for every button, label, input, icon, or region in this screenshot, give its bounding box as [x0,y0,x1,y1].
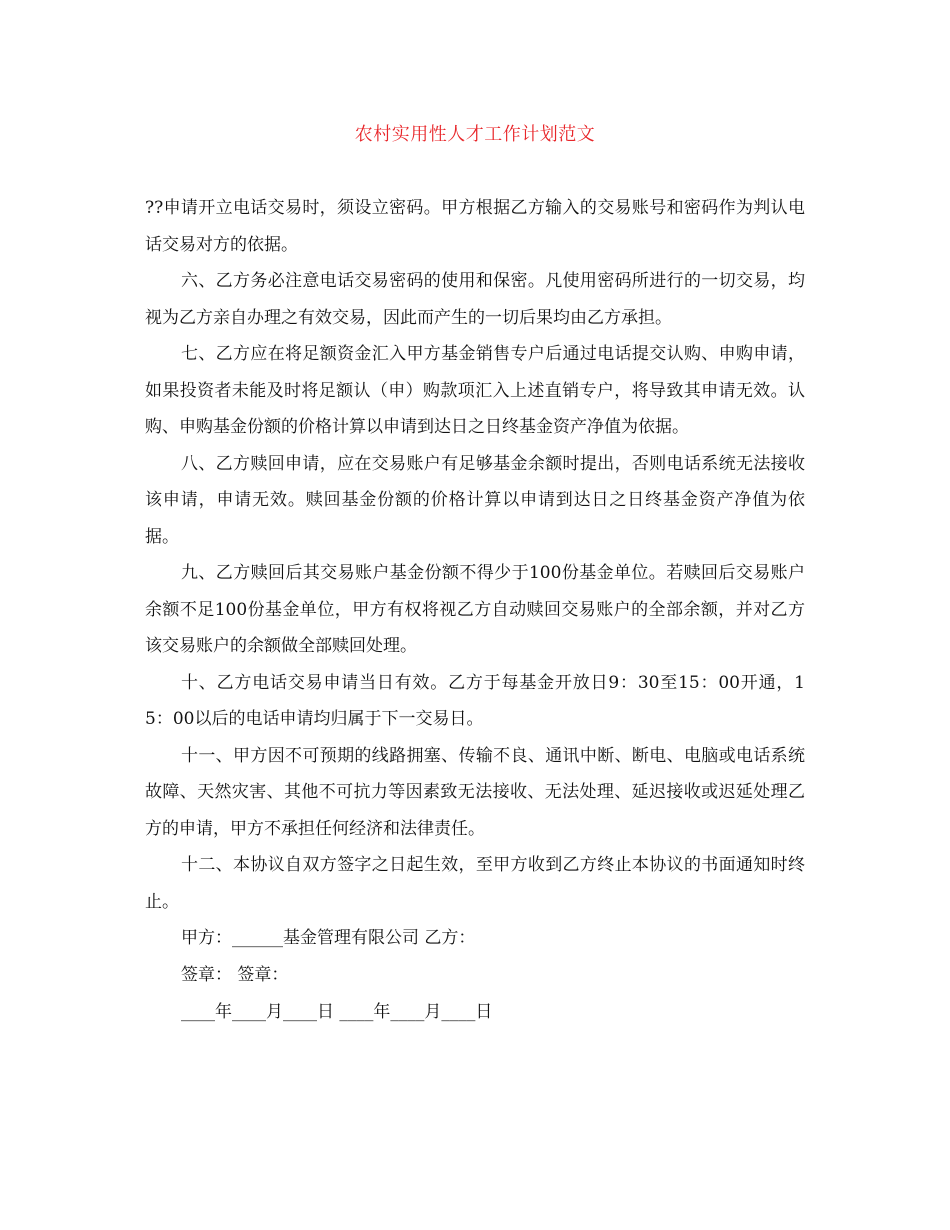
paragraph-clause-8: 八、乙方赎回申请，应在交易账户有足够基金余额时提出，否则电话系统无法接收该申请，申请无效。赎回基金份额的价格计算以申请到达日之日终基金资产净值为依据。 [145,453,805,547]
paragraph-clause-7: 七、乙方应在将足额资金汇入甲方基金销售专户后通过电话提交认购、申购申请，如果投资者未能及时将足额认（申）购款项汇入上述直销专户，将导致其申请无效。认购、申购基金份额的价格计算以申请到达日之日终基金资产净值为依据。 [145,344,805,437]
document-title: 农村实用性人才工作计划范文 [354,124,596,145]
paragraph-clause-10: 十、乙方电话交易申请当日有效。乙方于每基金开放日9：30至15：00开通，15：00以后的电话申请均归属于下一交易日。 [145,672,805,729]
paragraph-clause-9: 九、乙方赎回后其交易账户基金份额不得少于100份基金单位。若赎回后交易账户余额不足100份基金单位，甲方有权将视乙方自动赎回交易账户的全部余额，并对乙方该交易账户的余额做全部赎回处理。 [145,563,805,656]
paragraph-clause-11: 十一、甲方因不可预期的线路拥塞、传输不良、通讯中断、断电、电脑或电话系统故障、天然灾害、其他不可抗力等因素致无法接收、无法处理、延迟接收或迟延处理乙方的申请，甲方不承担任何经济和法律责任。 [145,745,805,839]
paragraph-clause-12: 十二、本协议自双方签字之日起生效，至甲方收到乙方终止本协议的书面通知时终止。 [145,855,805,912]
paragraph-continuation: ??申请开立电话交易时，须设立密码。甲方根据乙方输入的交易账号和密码作为判认电话交易对方的依据。 [145,198,805,255]
signature-date-line: ____年____月____日 ____年____月____日 [181,1002,493,1022]
signature-seal-line: 签章： 签章： [181,965,289,985]
signature-parties-line: 甲方：______基金管理有限公司 乙方： [181,928,476,948]
paragraph-clause-6: 六、乙方务必注意电话交易密码的使用和保密。凡使用密码所进行的一切交易，均视为乙方亲自办理之有效交易，因此而产生的一切后果均由乙方承担。 [145,271,805,328]
document-body [145,190,805,1031]
